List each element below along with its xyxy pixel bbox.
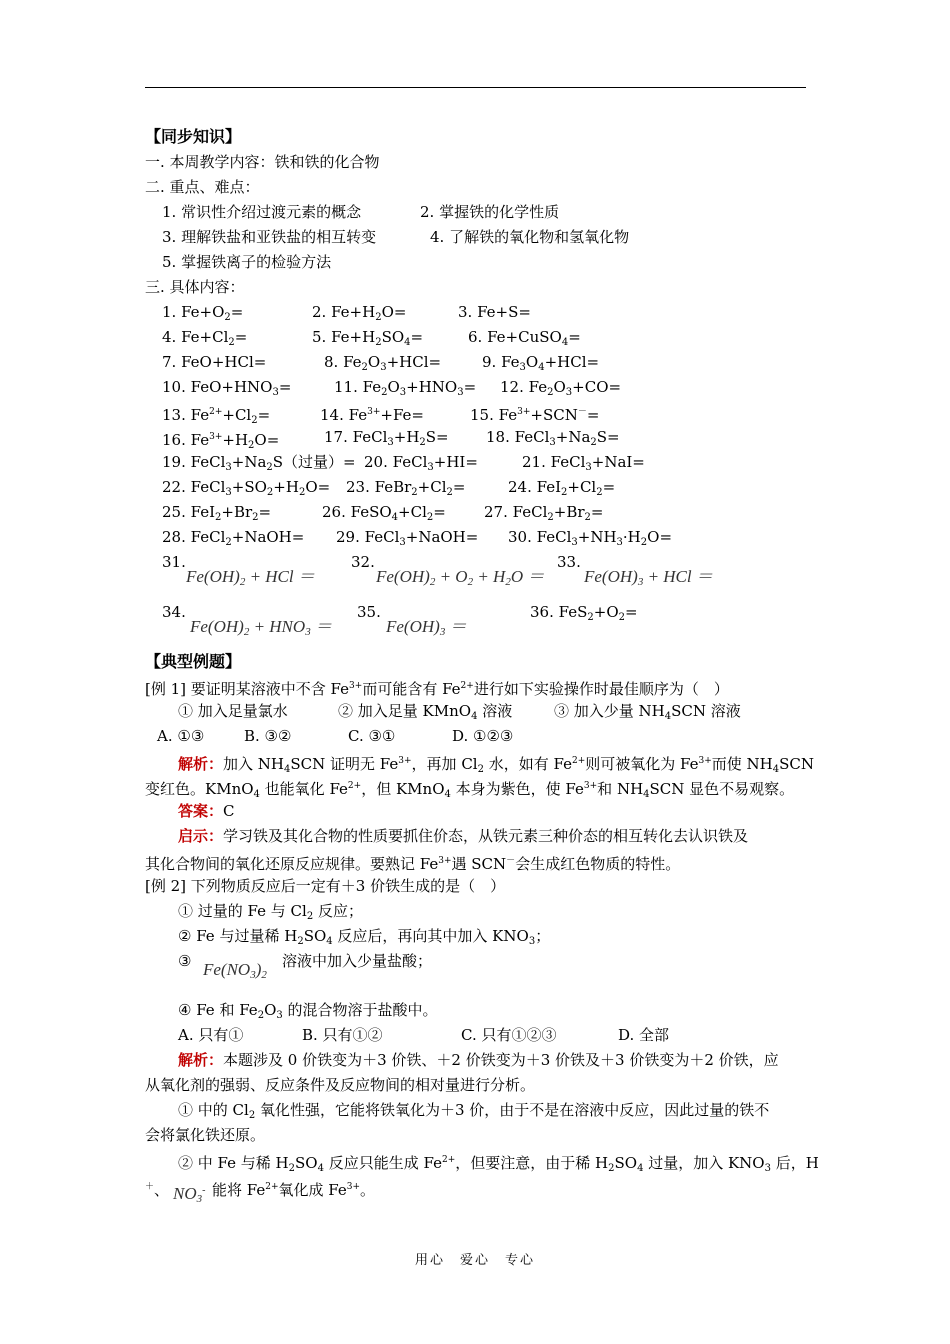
example-2-choice-d: D. 全部 [618, 1026, 670, 1044]
eq-7: 7. FeO+HCl= [162, 353, 267, 371]
example-1-question: [例 1] 要证明某溶液中不含 $Fe^{3+}$而可能含有 $Fe^{2+}$进行如下实验操作时最佳顺序为（ ） [145, 680, 729, 698]
eq-20: 20. FeCl$_3$+HI= [364, 453, 478, 473]
eq-27: 27. $FeCl_2+Br_2=$ [484, 503, 604, 523]
example-2-item-4: ④ Fe 和 $Fe_2O_3$ 的混合物溶于盐酸中。 [178, 1001, 438, 1021]
example-1-analysis-line-2: 变红色。KMnO$_4$ 也能氧化 $Fe^{2+}$，但 KMnO$_4$ 本身为紫色，使 $Fe^{3+}$和 $NH_4SCN$ 显色不易观察。 [145, 780, 795, 800]
eq-9: 9. $Fe_3O_4+HCl=$ [482, 353, 600, 373]
eq-24: 24. $FeI_2+Cl_2=$ [508, 478, 616, 498]
eq-12: 12. $Fe_2O_3+CO=$ [500, 378, 622, 398]
eq-36: 36. $FeS_2+O_2=$ [530, 603, 638, 623]
eq-6: 6. Fe+CuSO$_4$= [468, 328, 581, 348]
answer-label: 答案： [178, 802, 224, 820]
eq-23: 23. $FeBr_2+Cl_2=$ [346, 478, 466, 498]
eq-5: 5. $Fe+H_2SO_4=$ [312, 328, 424, 348]
example-2-analysis-line-2: 从氧化剂的强弱、反应条件及反应物间的相对量进行分析。 [145, 1076, 536, 1094]
example-2-analysis-line-6a: ＋、 [145, 1181, 170, 1199]
example-2-item-3-text: 溶液中加入少量盐酸； [282, 952, 433, 970]
example-2-choice-c: C. 只有①②③ [461, 1026, 557, 1044]
eq-2: 2. $Fe+H_2O=$ [312, 303, 407, 323]
eq-16: 16. $Fe^{3+}+H_2O=$ [162, 431, 280, 451]
eq-33-number: 33. [557, 553, 581, 571]
eq-17: 17. $FeCl_3+H_2S=$ [324, 428, 449, 448]
example-1-hint-line-1: 启示：学习铁及其化合物的性质要抓住价态，从铁元素三种价态的相互转化去认识铁及 [178, 827, 749, 845]
eq-26: 26. $FeSO_4+Cl_2=$ [322, 503, 446, 523]
eq-25: 25. $FeI_2+Br_2=$ [162, 503, 272, 523]
eq-15: 15. $Fe^{3+}+SCN^-=$ [470, 406, 600, 424]
hint-label: 启示： [178, 827, 224, 845]
example-2-analysis-line-4: 会将氯化铁还原。 [145, 1126, 266, 1144]
eq-33-formula: $Fe(OH)_3$ + HCl ＝ [584, 567, 713, 588]
point-4: 4. 了解铁的氧化物和氢氧化物 [430, 228, 630, 246]
example-1-op-2: ② 加入足量 KMnO$_4$ 溶液 [338, 702, 513, 722]
eq-35-number: 35. [357, 603, 381, 621]
example-1-choice-d: D. ①②③ [452, 727, 514, 745]
eq-31-number: 31. [162, 553, 186, 571]
page-footer: 用心 爱心 专心 [414, 1253, 535, 1268]
example-1-analysis-line-1: 解析：加入 $NH_4SCN$ 证明无 $Fe^{3+}$，再加 $Cl_2$ 水，如有 $Fe^{2+}$则可被氧化为 $Fe^{3+}$而使 $NH_4SCN$ [178, 755, 815, 775]
analysis-label: 解析： [178, 755, 224, 773]
example-2-choice-b: B. 只有①② [302, 1026, 383, 1044]
eq-4: 4. $Fe+Cl_2=$ [162, 328, 248, 348]
eq-8: 8. $Fe_2O_3+HCl=$ [324, 353, 442, 373]
eq-28: 28. FeCl$_2$+NaOH= [162, 528, 305, 548]
example-2-question: [例 2] 下列物质反应后一定有＋3 价铁生成的是（ ） [145, 877, 506, 895]
header-rule [145, 87, 806, 88]
teaching-content: 一. 本周教学内容：铁和铁的化合物 [145, 153, 380, 171]
eq-10: 10. $FeO+HNO_3=$ [162, 378, 292, 398]
eq-1: 1. $Fe+O_2=$ [162, 303, 244, 323]
point-1: 1. 常识性介绍过渡元素的概念 [162, 203, 362, 221]
eq-34-formula: $Fe(OH)_2 + HNO_3$ ＝ [190, 617, 332, 638]
example-2-analysis-line-5: ② 中 Fe 与稀 $H_2SO_4$ 反应只能生成 $Fe^{2+}$，但要注意，由于稀 $H_2SO_4$ 过量，加入 $KNO_3$ 后，H [178, 1154, 819, 1174]
eq-18: 18. $FeCl_3+Na_2S=$ [486, 428, 620, 448]
eq-30: 30. $FeCl_3+NH_3\cdot H_2O=$ [508, 528, 673, 548]
example-2-analysis-line-1: 解析：本题涉及 0 价铁变为＋3 价铁、＋2 价铁变为＋3 价铁及＋3 价铁变为＋2 价铁，应 [178, 1051, 779, 1069]
answer-value: C [223, 802, 235, 820]
example-2-item-3-number: ③ [178, 952, 192, 970]
example-2-analysis-line-3: ① 中的 $Cl_2$ 氧化性强，它能将铁氧化为＋3 价，由于不是在溶液中反应，因此过量的铁不 [178, 1101, 770, 1121]
eq-34-number: 34. [162, 603, 186, 621]
eq-14: 14. $Fe^{3+}+Fe=$ [320, 406, 424, 424]
eq-32-number: 32. [351, 553, 375, 571]
section-title-sync: 【同步知识】 [145, 127, 242, 146]
example-1-choice-b: B. ③② [244, 727, 292, 745]
eq-13: 13. $Fe^{2+}+Cl_2=$ [162, 406, 271, 426]
eq-19: 19. $FeCl_3+Na_2S$（过量）= [162, 453, 356, 473]
example-1-op-1: ① 加入足量氯水 [178, 702, 288, 720]
example-2-analysis-line-6b: 能将 $Fe^{2+}$氧化成 $Fe^{3+}$。 [212, 1181, 376, 1199]
specific-content-heading: 三. 具体内容： [145, 278, 245, 296]
eq-21: 21. FeCl$_3$+NaI= [522, 453, 645, 473]
section-title-examples: 【典型例题】 [145, 652, 242, 671]
point-3: 3. 理解铁盐和亚铁盐的相互转变 [162, 228, 377, 246]
example-2-item-3-formula: $Fe(NO_3)_2$ [203, 960, 267, 981]
key-points-heading: 二. 重点、难点： [145, 178, 260, 196]
point-2: 2. 掌握铁的化学性质 [420, 203, 560, 221]
example-2-choice-a: A. 只有① [178, 1026, 244, 1044]
eq-29: 29. FeCl$_3$+NaOH= [336, 528, 479, 548]
point-5: 5. 掌握铁离子的检验方法 [162, 253, 332, 271]
eq-35-formula: $Fe(OH)_3$ ＝ [386, 617, 467, 638]
example-1-answer [178, 801, 235, 821]
eq-22: 22. $FeCl_3+SO_2+H_2O=$ [162, 478, 331, 498]
nitrate-ion-formula: $NO_3^-$ [173, 1184, 206, 1205]
eq-31-formula: $Fe(OH)_2$ + HCl ＝ [186, 567, 315, 588]
example-1-choice-c: C. ③① [348, 727, 396, 745]
example-2-item-1: ① 过量的 Fe 与 $Cl_2$ 反应； [178, 902, 363, 922]
eq-11: 11. $Fe_2O_3+HNO_3=$ [334, 378, 477, 398]
example-1-hint-line-2: 其化合物间的氧化还原反应规律。要熟记 $Fe^{3+}$遇 SCN－会生成红色物质的特性。 [145, 855, 681, 873]
eq-32-formula: $Fe(OH)_2 + O_2 + H_2O$ ＝ [376, 567, 545, 588]
example-1-choice-a: A. ①③ [157, 727, 205, 745]
example-1-op-3: ③ 加入少量 $NH_4SCN$ 溶液 [554, 702, 741, 722]
analysis-label-2: 解析： [178, 1051, 224, 1069]
example-2-item-2: ② Fe 与过量稀 $H_2SO_4$ 反应后，再向其中加入 $KNO_3$； [178, 927, 551, 947]
eq-3: 3. Fe+S= [458, 303, 531, 321]
